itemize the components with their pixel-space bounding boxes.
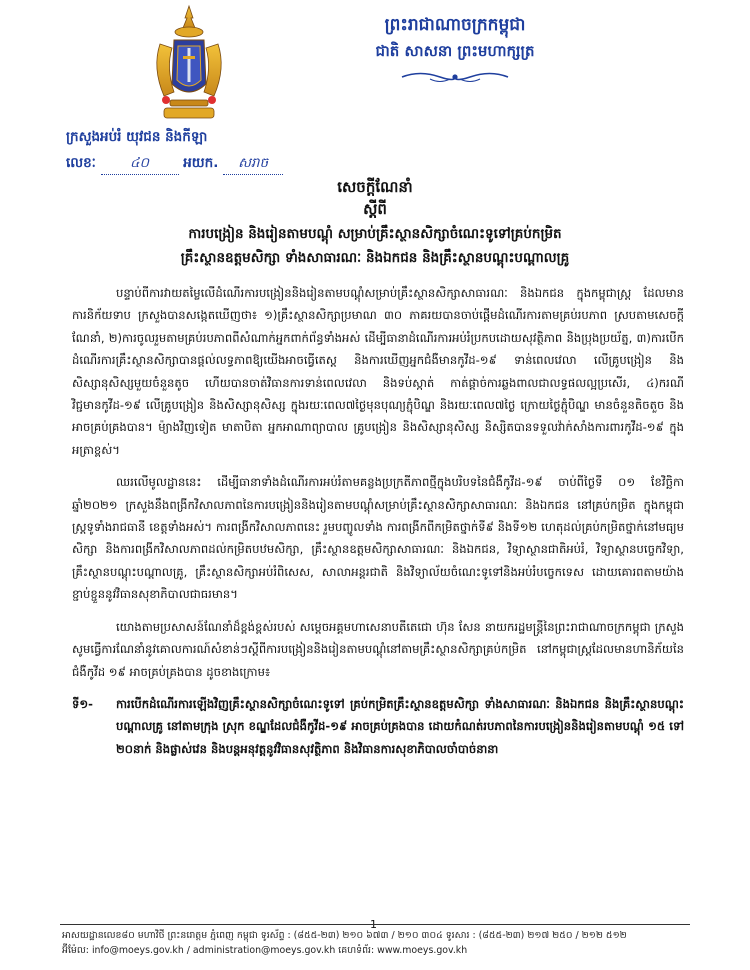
list-item-text: ការបើកដំណើរការឡើងវិញគ្រឹះស្ថានសិក្សាចំណេះទូទៅ គ្រប់កម្រិតគ្រឹះស្ថានឧត្ដមសិក្សា ទាំងសាធារណៈ និងឯកជន និងគ្រឹះស្ថានបណ្ដុះបណ្ដាលគ្រូ នៅតាមក្រុង ស្រុក ខណ្ឌដែលជំងឺកូវីដ-១៩ អាចគ្រប់គ្រងបាន ដោយកំណត់របភាពនៃការបង្រៀននិងរៀនតាមបណ្ដុំ ១៥ ទៅ ២០នាក់ និងផ្លាស់វេន និងបន្តអនុវត្តនូវវិធានសុវត្ថិភាព និងវិធានការសុខាភិបាលចាំបាច់នានា — [116, 696, 684, 756]
national-motto: ជាតិ សាសនា ព្រះមហាក្សត្រ — [375, 42, 535, 60]
ref-suffix: អយក. — [183, 155, 219, 171]
footer-contact: អ៊ីម៉ែល: info@moeys.gov.kh / administration@moeys.gov.kh គេហទំព័រ: www.moeys.gov.kh — [62, 945, 468, 956]
list-item-number: ទី១- — [72, 696, 93, 711]
list-item-1 — [72, 693, 684, 760]
subject-line-1: ការបង្រៀន និងរៀនតាមបណ្ដុំ សម្រាប់គ្រឹះស្ថានសិក្សាចំណេះទូទៅគ្រប់កម្រិត — [188, 226, 562, 242]
document-type: សេចក្ដីណែនាំ — [337, 178, 413, 196]
document-about: ស្ដីពី — [363, 200, 387, 218]
footer-divider — [60, 924, 690, 925]
ref-code: សរាច — [223, 154, 283, 175]
ministry-name: ក្រសួងអប់រំ យុវជន និងកីឡា — [66, 129, 208, 145]
page-number: 1 — [370, 918, 377, 931]
royal-emblem-icon — [146, 4, 232, 124]
footer-address: អាសយដ្ឋានលេខ៨០ មហាវិថី ព្រះនរោត្តម ភ្នំពេញ កម្ពុជា ទូរស័ព្ទ : (៨៥៥-២៣) ២១០ ៦៧៣ / ២១០ ៣០៤ ទូរសារ : (៨៥៥-២៣) ២១៧ ២៥០ / ២១២ ៥១២ — [62, 930, 627, 941]
subject-line-2: គ្រឹះស្ថានឧត្ដមសិក្សា ទាំងសាធារណៈ និងឯកជន និងគ្រឹះស្ថានបណ្ដុះបណ្ដាលគ្រូ — [180, 250, 570, 266]
footer — [62, 928, 692, 958]
document-body — [72, 282, 684, 770]
ref-label: លេខៈ — [66, 155, 96, 171]
paragraph-3: យោងតាមប្រសាសន៍ណែនាំដ៏ខ្ពង់ខ្ពស់របស់ សម្ដេចអគ្គមហាសេនាបតីតេជោ ហ៊ុន សែន នាយករដ្ឋមន្ត្រីនៃព្រះរាជាណាចក្រកម្ពុជា ក្រសួងសូមធ្វើការណែនាំនូវគោលការណ៍សំខាន់ៗស្ដីពីការបង្រៀននិងរៀនតាមបណ្ដុំនៅតាមគ្រឹះស្ថានសិក្សាគ្រប់កម្រិត នៅកម្ពុជាស្ត្រដែលមានហានិភ័យនៃជំងឺកូវីដ ១៩ អាចគ្រប់គ្រងបាន ដូចខាងក្រោម៖ — [72, 619, 684, 679]
kingdom-title: ព្រះរាជាណាចក្រកម្ពុជា — [384, 15, 526, 35]
paragraph-1: បន្ទាប់ពីការវាយតម្លៃលើដំណើរការបង្រៀននិងរៀនតាមបណ្ដុំសម្រាប់គ្រឹះស្ថានសិក្សាសាធារណៈ និងឯកជន ក្នុងកម្ពុជាស្ត្រ ដែលមានការនិក័យទាប ក្រសួងបានសង្កេតឃើញថា៖ ១)គ្រឹះស្ថានសិក្សាប្រមាណ ៣០ ភាគរយបានចាប់ផ្ដើមដំណើរការតាមគ្រប់របភាព ស្របតាមសេចក្ដីណែនាំ, ២)ការចូលរួមតាមគ្រប់របភាពពីសំណាក់អ្នកពាក់ព័ន្ធទាំងអស់ ដើម្បីធានាដំណើរការអប់រំប្រកបដោយសុវត្ថិភាព និងប្រុងប្រយ័ត្ន, ៣)ការបើកដំណើរការគ្រឹះស្ថានសិក្សាបានផ្ដល់លទ្ធភាពឱ្យយើងអាចធ្វើតេស្ត និងការឃើញអ្នកជំងឺមានកូវីដ-១៩ ទាន់ពេលវេលា លើគ្រូបង្រៀន និងសិស្សានុសិស្សមួយចំនួនតូច ហើយបានចាត់វិធានការទាន់ពេលវេលា និងទប់ស្កាត់ កាត់ផ្ដាច់ការឆ្លងពាលជាលទ្ធផលល្អប្រសើរ, ៤)ករណីវិជ្ជមានកូវីដ-១៩ លើគ្រូបង្រៀន និងសិស្សានុសិស្ស ក្នុងរយៈពេល៧ថ្ងៃមុនបុណ្យភ្ជុំបិណ្ឌ និងរយៈពេល៧ថ្ងៃ ក្រោយថ្ងៃភ្ជុំបិណ្ឌ មានចំនួនតិចតួច និងអាចគ្រប់គ្រងបាន។ ម៉្យាងវិញទៀត មាតាបិតា អ្នកអាណាព្យាបាល គ្រូបង្រៀន និងសិស្សានុសិស្ស និស្សិតបានទទួលវ៉ាក់សាំងការពារកូវីដ-១៩ ក្នុងអត្រាខ្ពស់។ — [72, 286, 684, 457]
reference-number — [66, 154, 283, 175]
paragraph-2: ឈរលើមូលដ្ឋាននេះ ដើម្បីធានាទាំងដំណើរការអប់រំតាមគន្លងប្រក្រតីភាពថ្មីក្នុងបរិបទនៃជំងឺកូវីដ-១៩ ចាប់ពីថ្ងៃទី ០១ ខែវិច្ឆិកា ឆ្នាំ២០២១ ក្រសួងនឹងពង្រីកវិសាលភាពនៃការបង្រៀននិងរៀនតាមបណ្ដុំសម្រាប់គ្រឹះស្ថានសិក្សាសាធារណៈ និងឯកជន នៅគ្រប់កម្រិត ក្នុងកម្ពុជាស្ត្រទូទាំងរាជធានី ខេត្តទាំងអស់។ ការពង្រីកវិសាលភាពនេះ រួមបញ្ចូលទាំង ការពង្រីកពីកម្រិតថ្នាក់ទី៩ និងទី១២ ហេតុដល់គ្រប់កម្រិតថ្នាក់នៅមធ្យមសិក្សា និងការពង្រីកវិសាលភាពដល់កម្រិតបឋមសិក្សា, គ្រឹះស្ថានឧត្ដមសិក្សាសាធារណៈ និងឯកជន, វិទ្យាស្ថានជាតិអប់រំ, វិទ្យាស្ថានបច្ចេកវិទ្យា, គ្រឹះស្ថានបណ្ដុះបណ្ដាលគ្រូ, គ្រឹះស្ថានសិក្សាអប់រំពិសេស, សាលាអន្តរជាតិ និងវិទ្យាល័យចំណេះទូទៅនិងអប់រំបច្ចេកទេស ដោយគោរពតាមយ៉ាងខ្ជាប់ខ្ជួននូវវិធានសុខាភិបាលជាធរមាន។ — [72, 475, 684, 602]
document-subject — [40, 222, 710, 270]
ornament-divider-icon — [400, 70, 510, 84]
ref-number: ៤០ — [101, 154, 179, 175]
